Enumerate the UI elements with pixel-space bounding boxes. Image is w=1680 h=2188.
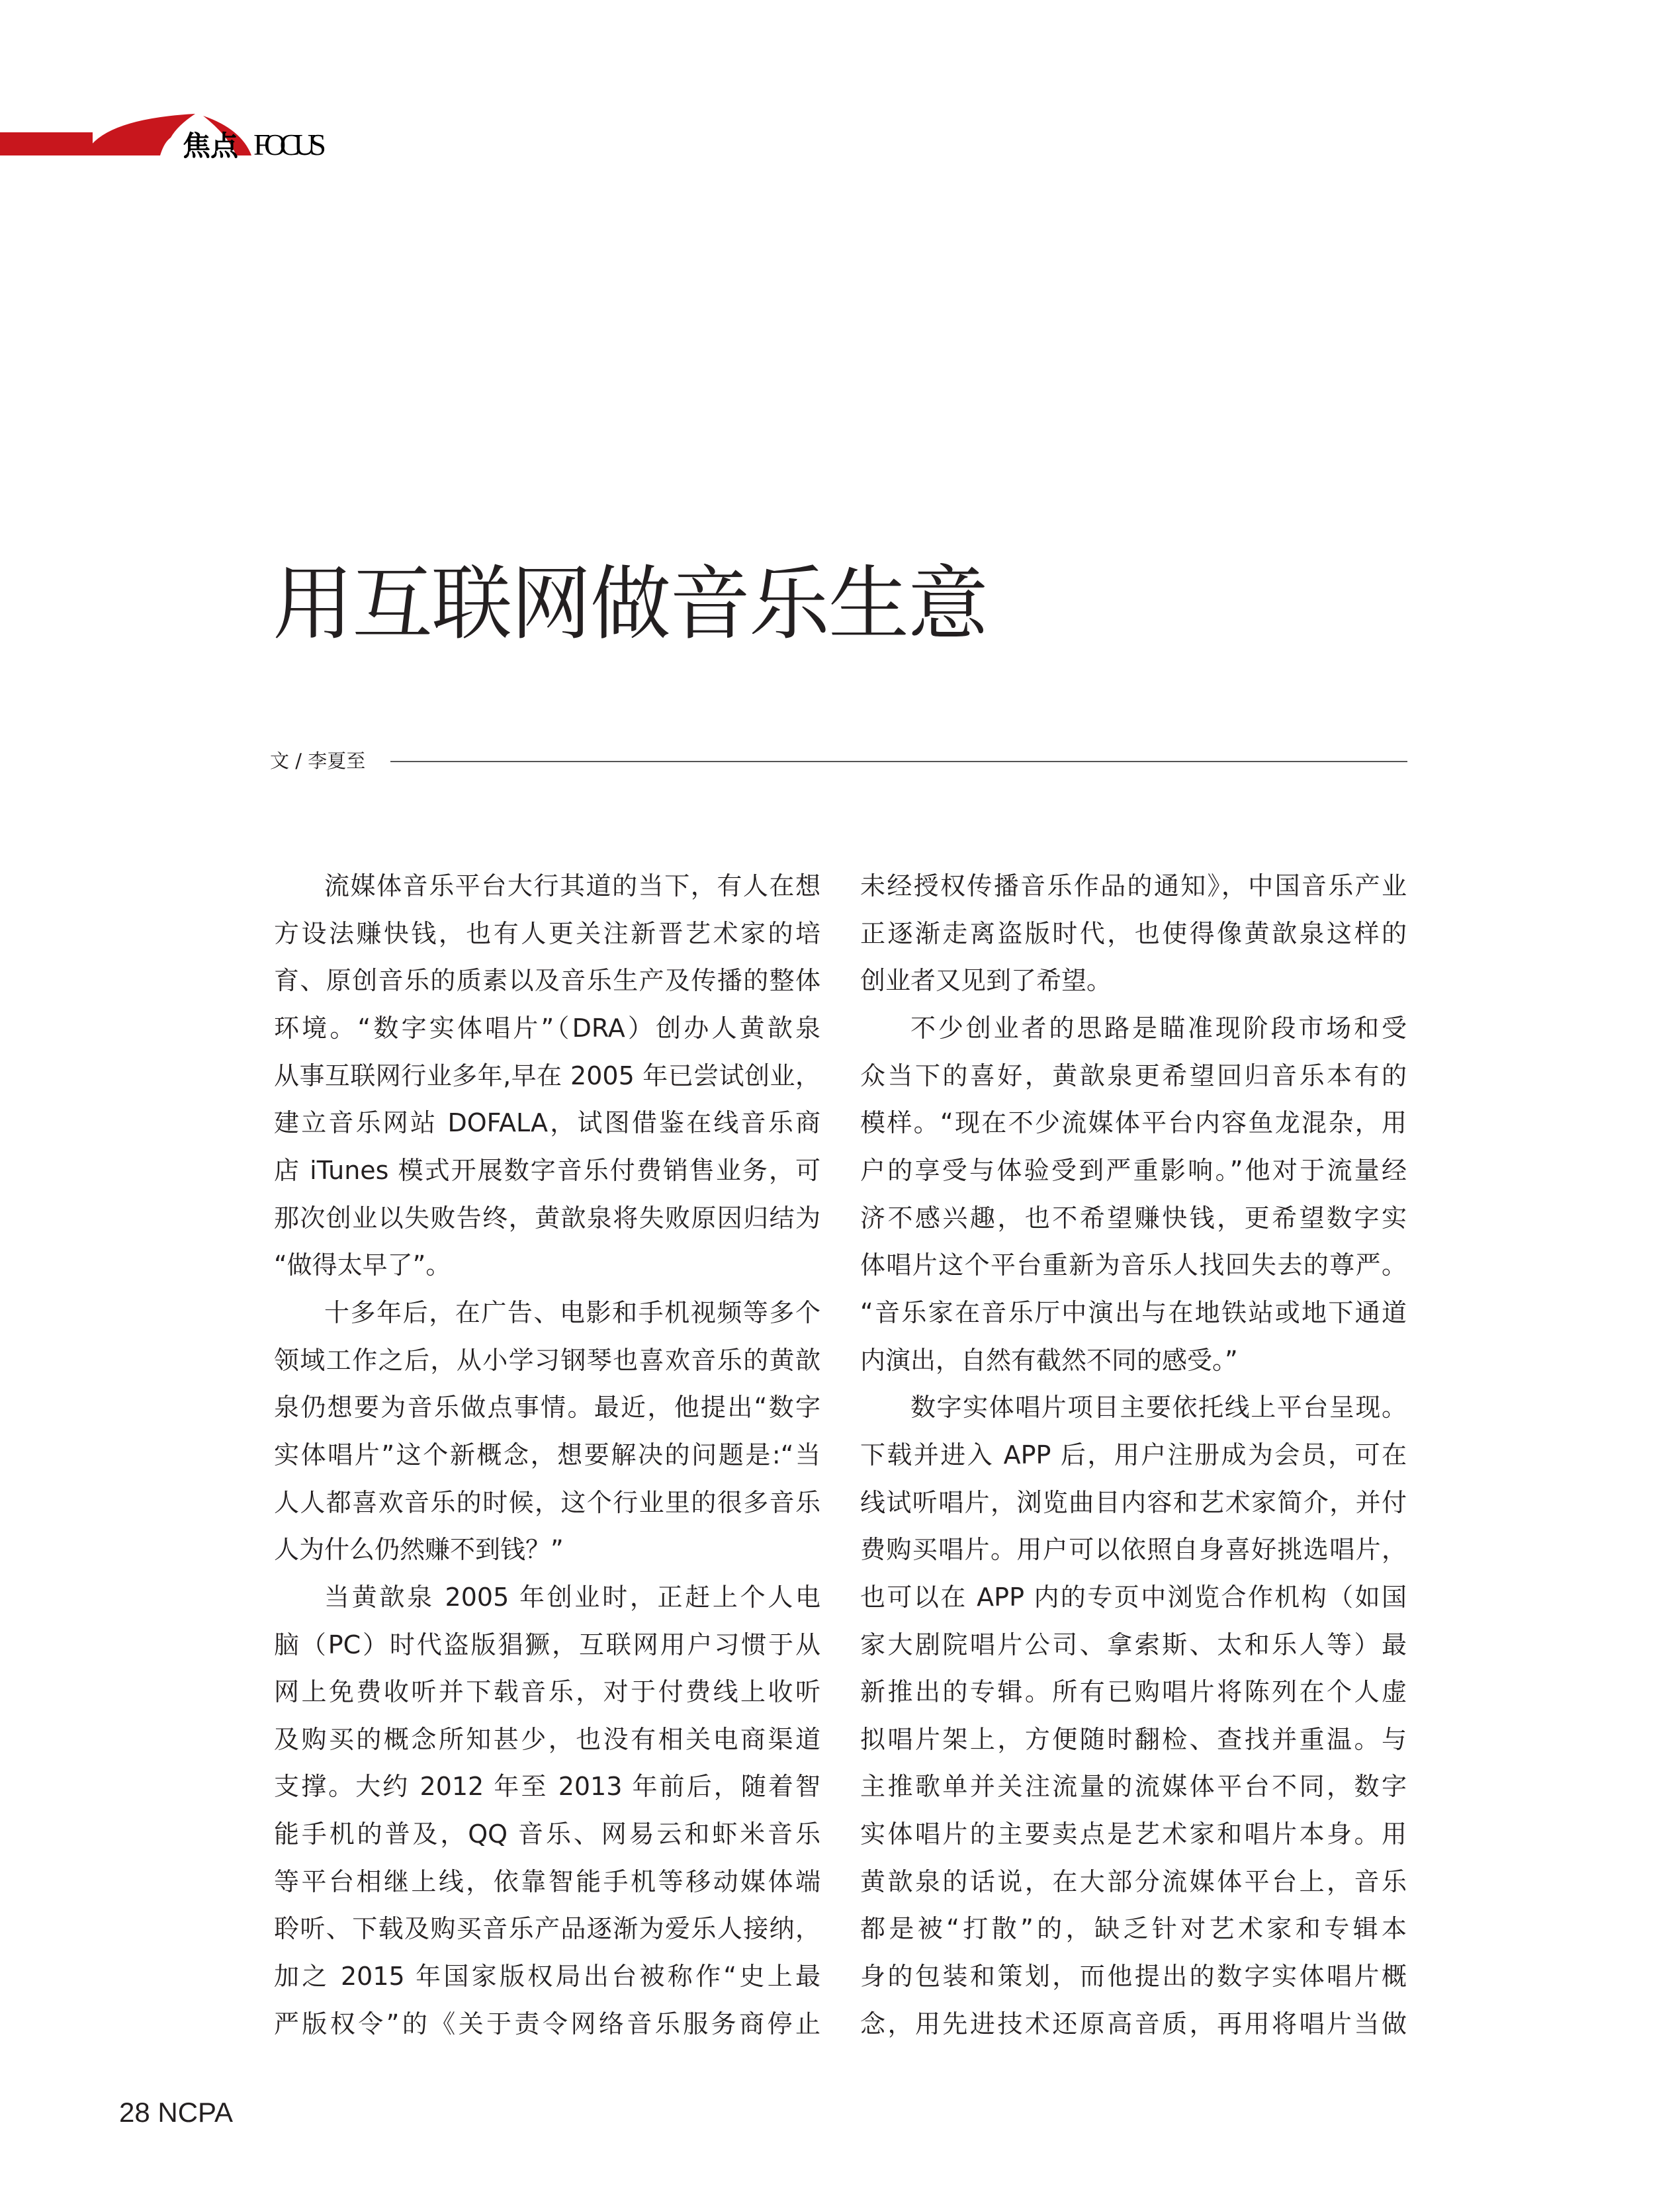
byline-divider: [390, 761, 1407, 762]
text-line: 支撑。大约 2012 年至 2013 年前后，随着智: [274, 1772, 820, 1802]
text-line: 费购买唱片。用户可以依照自身喜好挑选唱片，: [860, 1535, 1407, 1565]
red-dome-shape: [85, 114, 195, 155]
text-line: 创业者又见到了希望。: [860, 966, 1112, 996]
text-line: 内演出，自然有截然不同的感受。”: [860, 1345, 1238, 1375]
text-line: 人人都喜欢音乐的时候，这个行业里的很多音乐: [274, 1487, 820, 1517]
text-line: 未经授权传播音乐作品的通知》，中国音乐产业: [860, 871, 1407, 900]
text-line: “音乐家在音乐厅中演出与在地铁站或地下通道: [860, 1297, 1407, 1327]
text-line: 流媒体音乐平台大行其道的当下，有人在想: [324, 871, 820, 900]
text-line: 主推歌单并关注流量的流媒体平台不同，数字: [860, 1772, 1407, 1802]
text-line: 不少创业者的思路是瞄准现阶段市场和受: [910, 1013, 1407, 1043]
text-line: 及购买的概念所知甚少，也没有相关电商渠道: [274, 1724, 820, 1754]
text-line: 能手机的普及，QQ 音乐、网易云和虾米音乐: [274, 1819, 820, 1849]
text-line: 也可以在 APP 内的专页中浏览合作机构（如国: [860, 1582, 1407, 1612]
page-footer: [119, 2096, 233, 2129]
text-line: 十多年后，在广告、电影和手机视频等多个: [324, 1297, 820, 1327]
text-line: 实体唱片的主要卖点是艺术家和唱片本身。用: [860, 1819, 1407, 1849]
article-title: 用互联网做音乐生意: [273, 557, 987, 651]
text-line: 严版权令”的《关于责令网络音乐服务商停止: [274, 2009, 820, 2038]
text-line: 育、原创音乐的质素以及音乐生产及传播的整体: [274, 966, 820, 996]
text-line: 当黄歆泉 2005 年创业时，正赶上个人电: [324, 1582, 820, 1612]
text-line: 数字实体唱片项目主要依托线上平台呈现。: [910, 1393, 1407, 1422]
text-line: 那次创业以失败告终，黄歆泉将失败原因归结为: [274, 1203, 820, 1233]
text-line: 济不感兴趣，也不希望赚快钱，更希望数字实: [860, 1203, 1407, 1233]
text-line: 家大剧院唱片公司、拿索斯、太和乐人等）最: [860, 1630, 1407, 1659]
text-line: 环境。“数字实体唱片”（DRA）创办人黄歆泉: [274, 1013, 820, 1043]
text-line: 线试听唱片，浏览曲目内容和艺术家简介，并付: [860, 1487, 1407, 1517]
text-line: 等平台相继上线，依靠智能手机等移动媒体端: [274, 1866, 820, 1896]
text-line: 下载并进入 APP 后，用户注册成为会员，可在: [860, 1440, 1407, 1469]
text-line: 店 iTunes 模式开展数字音乐付费销售业务，可: [274, 1155, 820, 1185]
text-line: 脑（PC）时代盗版猖獗，互联网用户习惯于从: [274, 1630, 820, 1659]
text-line: 拟唱片架上，方便随时翻检、查找并重温。与: [860, 1724, 1407, 1754]
text-line: 聆听、下载及购买音乐产品逐渐为爱乐人接纳，: [274, 1914, 820, 1944]
section-label-cn: 焦点: [183, 130, 239, 162]
text-line: 体唱片这个平台重新为音乐人找回失去的尊严。: [860, 1250, 1407, 1280]
page-number: 28: [119, 2097, 150, 2128]
text-line: 身的包装和策划，而他提出的数字实体唱片概: [860, 1962, 1407, 1991]
text-line: 众当下的喜好，黄歆泉更希望回归音乐本有的: [860, 1061, 1407, 1090]
text-line: 正逐渐走离盗版时代，也使得像黄歆泉这样的: [860, 918, 1407, 948]
text-line: 新推出的专辑。所有已购唱片将陈列在个人虚: [860, 1677, 1407, 1707]
text-line: 念，用先进技术还原高音质，再用将唱片当做: [860, 2009, 1407, 2038]
text-line: 黄歆泉的话说，在大部分流媒体平台上，音乐: [860, 1866, 1407, 1896]
text-line: 泉仍想要为音乐做点事情。最近，他提出“数字: [274, 1393, 820, 1422]
red-header-bar: [0, 132, 93, 155]
focus-section-logo: [0, 99, 476, 179]
text-line: 网上免费收听并下载音乐，对于付费线上收听: [274, 1677, 820, 1707]
section-label-en: FOCUS: [253, 128, 326, 161]
text-column-right: [860, 863, 1407, 2048]
text-line: “做得太早了”。: [274, 1250, 451, 1280]
text-line: 实体唱片”这个新概念，想要解决的问题是:“当: [274, 1440, 820, 1469]
text-line: 方设法赚快钱，也有人更关注新晋艺术家的培: [274, 918, 820, 948]
text-column-left: [274, 863, 820, 2048]
text-line: 户的享受与体验受到严重影响。”他对于流量经: [860, 1155, 1407, 1185]
text-line: 领域工作之后，从小学习钢琴也喜欢音乐的黄歆: [274, 1345, 820, 1375]
text-line: 建立音乐网站 DOFALA，试图借鉴在线音乐商: [274, 1108, 820, 1138]
text-line: 人为什么仍然赚不到钱？”: [274, 1535, 564, 1565]
article-byline: 文 / 李夏至: [270, 750, 366, 772]
text-line: 加之 2015 年国家版权局出台被称作“史上最: [274, 1962, 820, 1991]
text-line: 都是被“打散”的，缺乏针对艺术家和专辑本: [860, 1914, 1407, 1944]
text-line: 模样。“现在不少流媒体平台内容鱼龙混杂，用: [860, 1108, 1407, 1138]
text-line: 从事互联网行业多年,早在 2005 年已尝试创业，: [274, 1061, 820, 1090]
magazine-name: NCPA: [157, 2097, 233, 2128]
